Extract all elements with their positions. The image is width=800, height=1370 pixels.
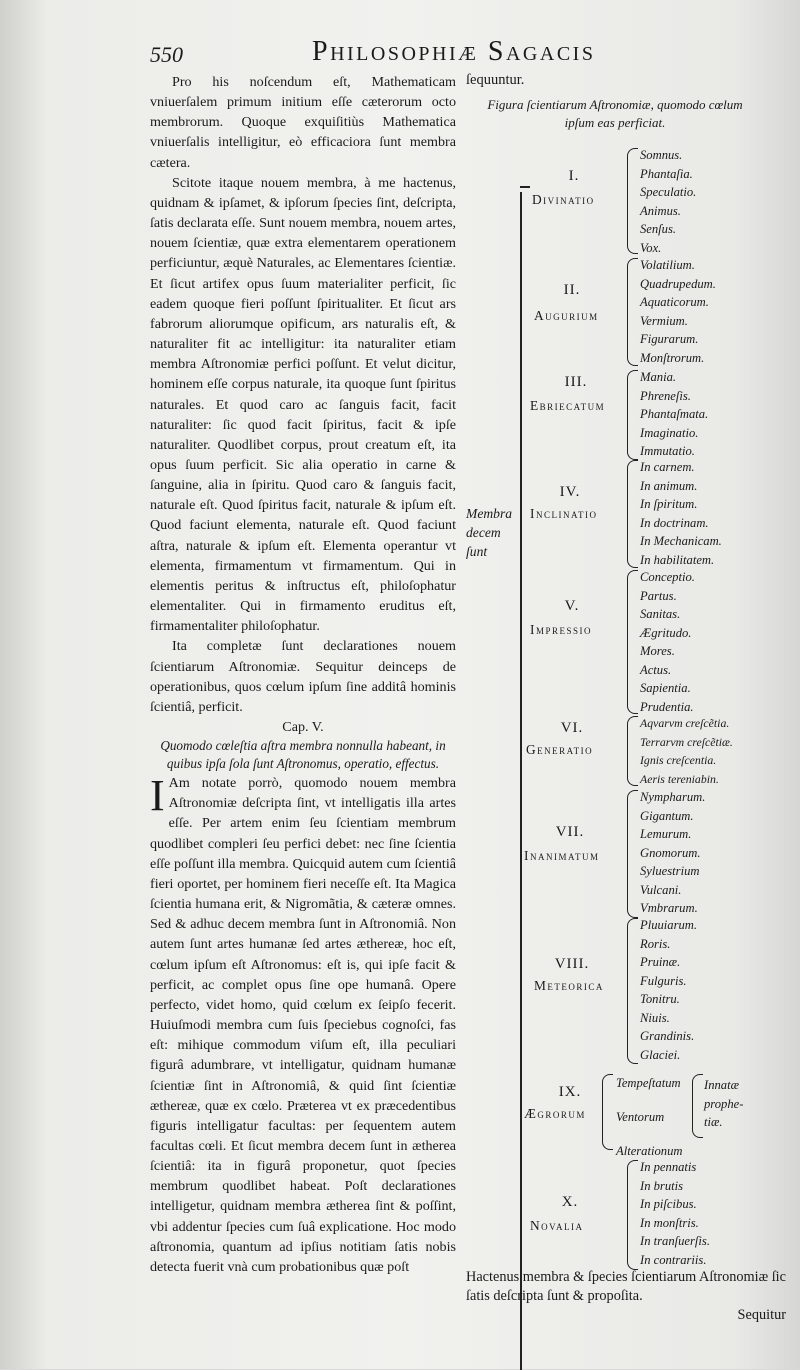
catchword: Sequitur (737, 1307, 786, 1323)
item: Vermium. (640, 313, 688, 328)
item: Animus. (640, 203, 681, 218)
item: Glaciei. (640, 1047, 681, 1062)
item: Vulcani. (640, 882, 682, 897)
group-items (640, 368, 708, 461)
item: Imaginatio. (640, 425, 699, 440)
item: Grandinis. (640, 1029, 695, 1043)
item: Somnus. (640, 148, 683, 162)
group-numeral: VIII. (554, 956, 590, 972)
item: Nympharum. (640, 790, 706, 804)
membra-word: ſunt (466, 544, 488, 559)
item: Senſus. (640, 222, 677, 236)
group-brace (627, 258, 638, 366)
item: Roris. (640, 936, 671, 951)
sequuntur-text: ſequuntur. (466, 72, 525, 88)
membra-word: decem (466, 525, 501, 540)
item: Sanitas. (640, 607, 681, 621)
group-brace (627, 1160, 638, 1270)
item: Aeris tereniabin. (640, 771, 719, 786)
item: Partus. (640, 588, 677, 603)
item: Niuis. (640, 1010, 670, 1025)
group-brace (627, 790, 638, 918)
item: Gnomorum. (640, 845, 701, 860)
item: Volatilium. (640, 258, 695, 272)
item: In piſcibus. (640, 1197, 697, 1211)
item: Aquaticorum. (640, 295, 709, 309)
group-numeral: V. (564, 598, 580, 614)
group-items (616, 1066, 682, 1168)
item: Vox. (640, 240, 662, 255)
item: In Mechanicam. (640, 534, 722, 548)
sub-brace (692, 1074, 703, 1138)
group-brace (627, 148, 638, 254)
group-name: Generatio (526, 742, 594, 757)
group-brace (602, 1074, 613, 1150)
item: Speculatio. (640, 185, 697, 199)
group-items (640, 714, 733, 788)
item: Figurarum. (640, 332, 699, 346)
group-items (640, 256, 716, 367)
item: In pennatis (640, 1160, 697, 1174)
paragraph (150, 773, 456, 1277)
group-numeral: VII. (555, 824, 585, 840)
figure-caption: Figura ſcientiarum Aſtronomiæ, quomodo cœlum ipſum eas perficiat. (487, 97, 743, 130)
item: tiæ. (704, 1115, 723, 1129)
item: Gigantum. (640, 808, 694, 823)
paragraph: Ita completæ ſunt declarationes nouem ſcientiarum Aſtronomiæ. Sequitur deinceps de operationibus, quos cœlum ipſum ſine additâ hominis ſcientiâ, perficit. (150, 638, 456, 715)
item: Pluuiarum. (640, 918, 698, 932)
item: Ægritudo. (640, 625, 692, 640)
item: In animum. (640, 478, 698, 493)
item: Sapientia. (640, 681, 691, 695)
chapter-heading: Cap. V. (282, 719, 324, 735)
item: Phantaſia. (640, 166, 693, 181)
group-name: Ægrorum (524, 1106, 586, 1121)
group-numeral: IV. (559, 484, 581, 500)
group-name: Meteorica (534, 978, 604, 993)
item: Phreneſis. (640, 388, 691, 403)
group-numeral: X. (561, 1194, 579, 1210)
item: Monſtrorum. (640, 350, 705, 365)
left-text-column (150, 72, 456, 1277)
item: Tonitru. (640, 992, 680, 1006)
item: Immutatio. (640, 444, 695, 458)
item: In doctrinam. (640, 515, 709, 530)
item: Terrarvm creſcẽtiæ. (640, 734, 733, 749)
membra-label (466, 504, 512, 561)
group-name: Divinatio (532, 192, 595, 207)
item: In habilitatem. (640, 552, 715, 567)
drop-cap: I (150, 771, 165, 821)
item: Syluestrium (640, 864, 700, 878)
item: In brutis (640, 1178, 684, 1193)
item: In tranſuerſis. (640, 1234, 710, 1248)
group-brace (627, 570, 638, 714)
paragraph-text: Am notate porrò, quomodo nouem membra Aſtronomiæ deſcripta ſint, vt intelligatis illa artes eſſe. Per artem enim ſeu ſcientiam membrum quodlibet compleri ſeu perfici debet: nec ſine ſcientia eſſe poſſunt illa membra. Quicquid autem cum ſcientiâ fieri oportet, per hominem fieri neceſſe eſt. Ita Magica ſcientia humana erit, & Nigromãtia, & cæteræ omnes. Sed & adhuc decem membra ſunt in Aſtronomiâ. Non autem ſunt artes humanæ ſed artes æthereæ, hoc eſt, cœlum ipſum eſt Aſtronomus: eſt is, qui ipſe facit & perficit, ac complet opus ſine ope humanâ. Opere perfecto, videt homo, quid cœlum ex ſeipſo fecerit. Huiuſmodi membra cum ſuis ſpeciebus cognoſci, fas eſt: mihique commodum viſum eſt, illa peculiari figurâ adumbrare, vt intelligatur, quidnam humanæ ſcientiæ ſint in Aſtronomiâ, & quid ſint ſcientiæ æthereæ, quæ ex cœlo. Præterea vt ex præcedentibus figuris intelligatur facultas: per ſequentem autem facultas cœli. Et ſicut membra decem ſunt in ætherea ſcientiâ: ita in figurâ proponetur, quot ſpecies membrum quodlibet habeat. Poſt declarationes intelligetur, quidnam membra ætherea ſint & poſſint, vbi addentur ſpecies cum ſuâ explicatione. Hoc modo aſtronomia, quantum ad ipſius notitiam ſatis nobis detecta fuerit vnà cum probationibus quæ poſt (150, 775, 456, 1275)
group-numeral: III. (564, 374, 588, 390)
group-numeral: IX. (558, 1084, 582, 1100)
group-items (640, 146, 696, 257)
group-name: Inclinatio (530, 506, 598, 521)
item: Innatæ (704, 1078, 739, 1092)
item: Quadrupedum. (640, 276, 716, 291)
paragraph: Pro his noſcendum eſt, Mathematicam vniuerſalem primum initium eſſe cæterorum octo membrorum. Quoque exquiſitiùs Mathematica vniuerſalis intelligitur, eò efficaciora ſunt membra cætera. (150, 74, 456, 171)
group-name: Impressio (530, 622, 592, 637)
item: Fulguris. (640, 973, 687, 988)
group-name: Ebriecatum (530, 398, 606, 413)
membra-word: Membra (466, 506, 513, 521)
item: Phantaſmata. (640, 407, 709, 421)
closing-text (466, 1268, 786, 1325)
item: In carnem. (640, 460, 695, 474)
group-items (640, 1158, 710, 1269)
item: In ſpiritum. (640, 497, 698, 511)
group-brace (627, 460, 638, 568)
item: Mania. (640, 370, 677, 384)
item: In contrariis. (640, 1252, 707, 1267)
running-title: Philosophiæ Sagacis (312, 36, 596, 67)
item: Vmbrarum. (640, 901, 698, 915)
astronomy-scheme (462, 140, 782, 1270)
item: Lemurum. (640, 827, 692, 841)
item: Conceptio. (640, 570, 695, 584)
item: Actus. (640, 662, 672, 677)
group-items (640, 916, 697, 1064)
group-brace (627, 716, 638, 786)
paragraph: Scitote itaque nouem membra, à me hactenus, quidnam & ipſamet, & ipſorum ſpecies ſint, deſcripta, ſatis declarata eſſe. Sunt nouem membra, nouem artes, nouem ſcientiæ, quæ extra elementarem operationem perficiuntur, æquè Naturales, ac Elementares ſcientiæ. Et ſicut artifex opus ſuum materialiter perficit, ſic eadem quoque fieri poſſunt ſpiritualiter. Et ſicut ars fabrorum aliorumque opificum, ars naturalis eſt, & naturaliter fit ac intelligitur: ita naturaliter etiam membra Aſtronomiæ perfici poſſunt. Et velut dicitur, hominem eſſe corpus naturale, ita quoque ſunt ſpiritus naturales. Et quod caro ac ſanguis facit, facit naturaliter: ſic quod facit ſpiritus, facit & ipſe naturaliter. Quodlibet corpus, prout creatum eſt, ita opus ſuum perficit. Sic alia operatio in carne & ſanguine, alia in ſpiritu. Quod caro & ſanguis facit, naturale eſt. Quod ſpiritus facit, naturale & ipſum eſt. Quod faciunt elementa, naturale eſt. Quod faciunt aſtra, naturale & ipſum eſt. Elementa operantur vt elementa, firmamentum vt firmamentum. Qui in elementis peritus & inſtructus eſt, philoſophatur elementaliter. Qui in firmamento eruditus eſt, firmamentaliter philoſophatur. (150, 174, 456, 635)
item: Aqvarvm creſcẽtia. (640, 716, 730, 730)
group-numeral: I. (568, 168, 580, 184)
chapter-title: Quomodo cœleſtia aſtra membra nonnulla habeant, in quibus ipſa ſola ſunt Aſtronomus, operatio, effectus. (160, 738, 446, 772)
group-items (640, 568, 695, 716)
item: In monſtris. (640, 1215, 699, 1230)
item: Mores. (640, 644, 675, 658)
item: Alterationum (616, 1144, 683, 1158)
item: Tempeſtatum (616, 1076, 681, 1090)
item: Ignis creſcentia. (640, 753, 717, 767)
group-name: Inanimatum (524, 848, 600, 863)
group-items (640, 788, 705, 918)
group-items (640, 458, 722, 569)
group-numeral: VI. (560, 720, 584, 736)
item: prophe- (704, 1096, 744, 1111)
group-name: Augurium (534, 308, 599, 323)
group-subitems (704, 1076, 743, 1132)
brace-top (520, 186, 530, 188)
item: Prudentia. (640, 699, 694, 714)
main-brace (520, 192, 522, 1370)
item: Pruinæ. (640, 955, 681, 969)
item: Ventorum (616, 1110, 665, 1124)
group-name: Novalia (530, 1218, 584, 1233)
group-numeral: II. (563, 282, 581, 298)
group-brace (627, 370, 638, 460)
closing-sentence: Hactenus membra & ſpecies ſcientiarum Aſtronomiæ ſic ſatis deſcripta ſunt & propoſita. (466, 1269, 787, 1304)
page-number: 550 (150, 42, 183, 67)
group-brace (627, 918, 638, 1064)
